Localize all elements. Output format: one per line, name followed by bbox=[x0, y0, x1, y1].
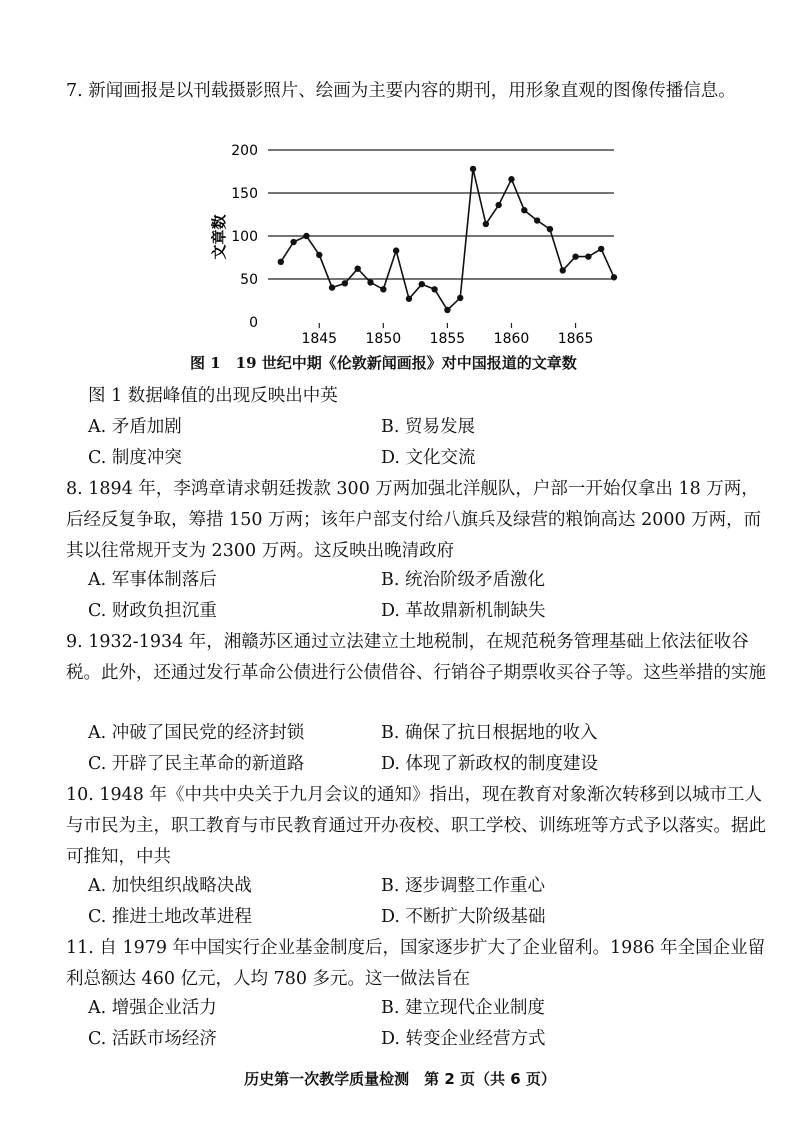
data-point bbox=[470, 166, 476, 172]
data-point bbox=[585, 253, 591, 259]
q7-option-d[interactable]: D. 文化交流 bbox=[381, 448, 476, 468]
y-axis-label: 文章数 bbox=[210, 214, 228, 260]
data-point bbox=[303, 233, 309, 239]
q8-option-b[interactable]: B. 统治阶级矛盾激化 bbox=[381, 570, 545, 590]
data-point bbox=[342, 280, 348, 286]
data-point bbox=[495, 202, 501, 208]
q11-option-c[interactable]: C. 活跃市场经济 bbox=[88, 1029, 217, 1049]
y-tick-label: 100 bbox=[231, 229, 258, 245]
data-point bbox=[483, 221, 489, 227]
x-tick-label: 1850 bbox=[365, 331, 402, 347]
q11-option-d[interactable]: D. 转变企业经营方式 bbox=[381, 1029, 546, 1049]
q11-option-a[interactable]: A. 增强企业活力 bbox=[88, 998, 217, 1018]
chart-articles bbox=[0, 0, 800, 350]
x-tick-label: 1865 bbox=[557, 331, 594, 347]
y-tick-label: 50 bbox=[240, 272, 258, 288]
q10-option-a[interactable]: A. 加快组织战略决战 bbox=[88, 876, 252, 896]
data-point bbox=[329, 284, 335, 290]
data-point bbox=[457, 295, 463, 301]
data-point bbox=[534, 217, 540, 223]
data-point bbox=[419, 281, 425, 287]
q8-option-c[interactable]: C. 财政负担沉重 bbox=[88, 601, 217, 621]
data-point bbox=[431, 286, 437, 292]
x-tick-label: 1855 bbox=[429, 331, 466, 347]
q9-stem: 9. 1932-1934 年，湘赣苏区通过立法建立土地税制，在规范税务管理基础上依法征收谷税。此外，还通过发行革命公债进行公债借谷、行销谷子期票收买谷子等。这些举措的实施 bbox=[66, 632, 766, 683]
y-tick-label: 150 bbox=[231, 186, 258, 202]
q10-stem: 10. 1948 年《中共中央关于九月会议的通知》指出，现在教育对象渐次转移到以城市工人与市民为主，职工教育与市民教育通过开办夜校、职工学校、训练班等方式予以落实。据此可推知，中共 bbox=[66, 785, 766, 867]
q10-option-d[interactable]: D. 不断扩大阶级基础 bbox=[381, 907, 546, 927]
q7-question: 图 1 数据峰值的出现反映出中英 bbox=[88, 386, 338, 406]
q8-option-a[interactable]: A. 军事体制落后 bbox=[88, 570, 217, 590]
x-tick-label: 1845 bbox=[301, 331, 338, 347]
data-point bbox=[547, 226, 553, 232]
data-point bbox=[521, 207, 527, 213]
data-point bbox=[560, 267, 566, 273]
q11-option-b[interactable]: B. 建立现代企业制度 bbox=[381, 998, 545, 1018]
data-point bbox=[316, 252, 322, 258]
data-point bbox=[290, 239, 296, 245]
q8-stem: 8. 1894 年，李鸿章请求朝廷拨款 300 万两加强北洋舰队，户部一开始仅拿出 18 万两，后经反复争取，筹措 150 万两；该年户部支付给八旗兵及绿营的粮饷高达 2000 万两，而其以往常规开支为 2300 万两。这反映出晚清政府 bbox=[66, 479, 762, 561]
data-point bbox=[598, 246, 604, 252]
data-point bbox=[508, 176, 514, 182]
data-point bbox=[611, 274, 617, 280]
q7-option-b[interactable]: B. 贸易发展 bbox=[381, 417, 475, 437]
data-point bbox=[367, 279, 373, 285]
page-footer: 历史第一次教学质量检测 第 2 页（共 6 页） bbox=[244, 1070, 556, 1088]
q7-stem: 7. 新闻画报是以刊载摄影照片、绘画为主要内容的期刊，用形象直观的图像传播信息。 bbox=[66, 81, 736, 101]
q10-option-c[interactable]: C. 推进土地改革进程 bbox=[88, 907, 252, 927]
q11-stem: 11. 自 1979 年中国实行企业基金制度后，国家逐步扩大了企业留利。1986 年全国企业留利总额达 460 亿元，人均 780 多元。这一做法旨在 bbox=[66, 938, 766, 989]
data-point bbox=[355, 265, 361, 271]
data-point bbox=[444, 307, 450, 313]
q7-option-c[interactable]: C. 制度冲突 bbox=[88, 448, 182, 468]
y-tick-label: 0 bbox=[249, 315, 258, 331]
data-point bbox=[393, 247, 399, 253]
data-point bbox=[278, 259, 284, 265]
q10-option-b[interactable]: B. 逐步调整工作重心 bbox=[381, 876, 545, 896]
q9-option-c[interactable]: C. 开辟了民主革命的新道路 bbox=[88, 754, 305, 774]
q7-option-a[interactable]: A. 矛盾加剧 bbox=[88, 417, 182, 437]
data-point bbox=[380, 286, 386, 292]
figure-caption: 图 1 19 世纪中期《伦敦新闻画报》对中国报道的文章数 bbox=[190, 354, 577, 372]
x-tick-label: 1860 bbox=[493, 331, 530, 347]
q9-option-b[interactable]: B. 确保了抗日根据地的收入 bbox=[381, 723, 598, 743]
q9-option-a[interactable]: A. 冲破了国民党的经济封锁 bbox=[88, 723, 305, 743]
y-tick-label: 200 bbox=[231, 143, 258, 159]
data-point bbox=[406, 296, 412, 302]
q9-option-d[interactable]: D. 体现了新政权的制度建设 bbox=[381, 754, 599, 774]
q8-option-d[interactable]: D. 革故鼎新机制缺失 bbox=[381, 601, 546, 621]
data-point bbox=[572, 253, 578, 259]
